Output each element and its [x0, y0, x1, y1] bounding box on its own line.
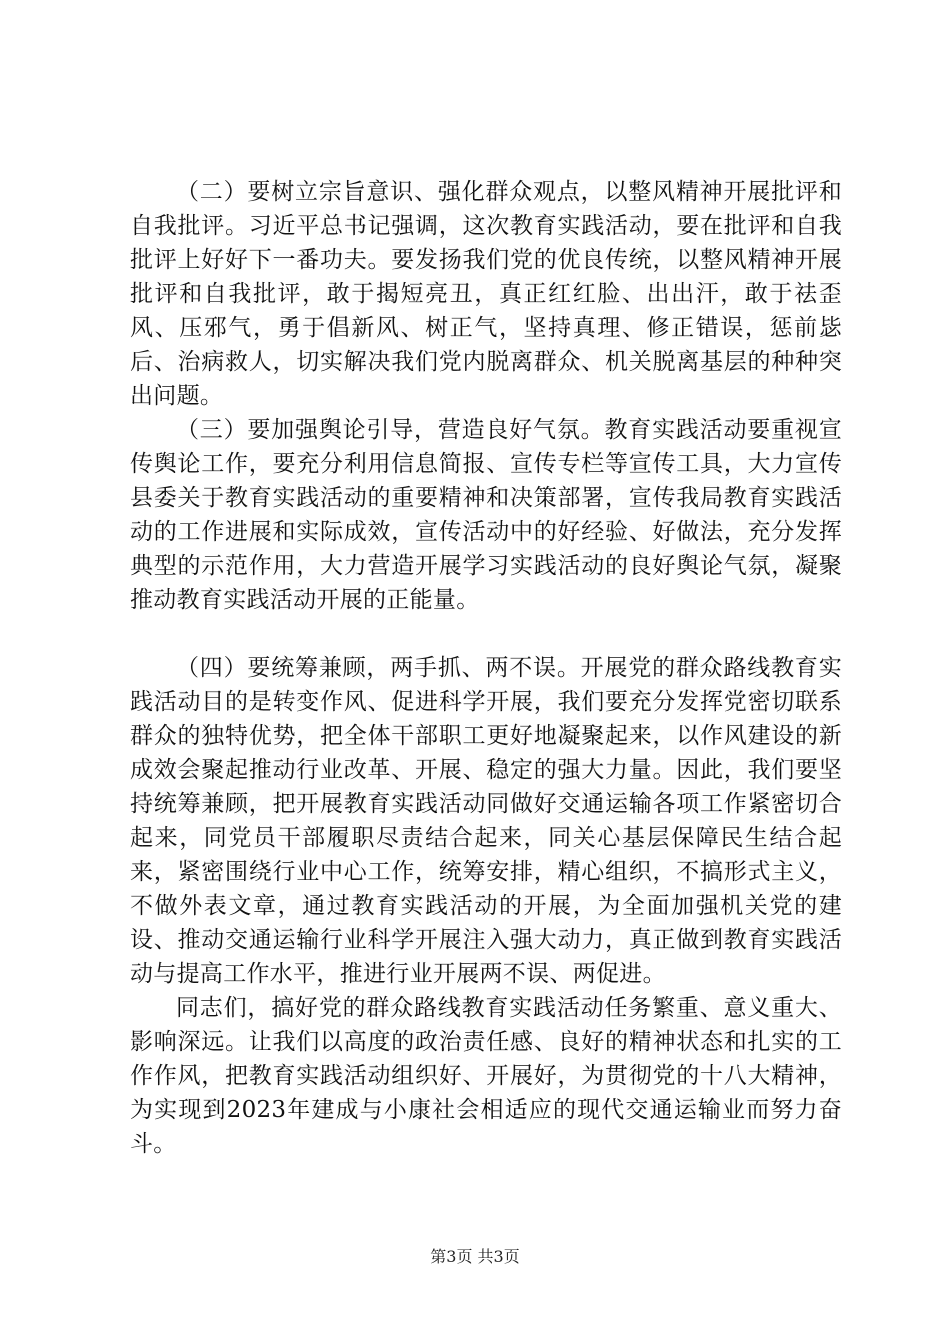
paragraph-overall-planning: （四）要统筹兼顾，两手抓、两不误。开展党的群众路线教育实践活动目的是转变作风、促进科学开展，我们要充分发挥党密切联系群众的独特优势，把全体干部职工更好地凝聚起来，以作风建设的新成效会聚起推动行业改革、开展、稳定的强大力量。因此，我们要坚持统筹兼顾，把开展教育实践活动同做好交通运输各项工作紧密切合起来，同党员干部履职尽责结合起来，同关心基层保障民生结合起来，紧密围绕行业中心工作，统筹安排，精心组织，不搞形式主义，不做外表文章，通过教育实践活动的开展，为全面加强机关党的建设、推动交通运输行业科学开展注入强大动力，真正做到教育实践活动与提高工作水平，推进行业开展两不误、两促进。 — [130, 655, 842, 987]
document-body — [130, 175, 842, 1161]
paragraph-public-opinion: （三）要加强舆论引导，营造良好气氛。教育实践活动要重视宣传舆论工作，要充分利用信息简报、宣传专栏等宣传工具，大力宣传县委关于教育实践活动的重要精神和决策部署，宣传我局教育实践活动的工作进展和实际成效，宣传活动中的好经验、好做法，充分发挥典型的示范作用，大力营造开展学习实践活动的良好舆论气氛，凝聚推动教育实践活动开展的正能量。 — [130, 417, 842, 613]
page-footer: 第3页 共3页 — [430, 1247, 520, 1266]
paragraph-closing: 同志们，搞好党的群众路线教育实践活动任务繁重、意义重大、影响深远。让我们以高度的政治责任感、良好的精神状态和扎实的工作作风，把教育实践活动组织好、开展好，为贯彻党的十八大精神，为实现到2023年建成与小康社会相适应的现代交通运输业而努力奋斗。 — [130, 995, 842, 1157]
paragraph-criticism: （二）要树立宗旨意识、强化群众观点，以整风精神开展批评和自我批评。习近平总书记强调，这次教育实践活动，要在批评和自我批评上好好下一番功夫。要发扬我们党的优良传统，以整风精神开展批评和自我批评，敢于揭短亮丑，真正红红脸、出出汗，敢于祛歪风、压邪气，勇于倡新风、树正气，坚持真理、修正错误，惩前毖后、治病救人，切实解决我们党内脱离群众、机关脱离基层的种种突出问题。 — [130, 179, 842, 409]
